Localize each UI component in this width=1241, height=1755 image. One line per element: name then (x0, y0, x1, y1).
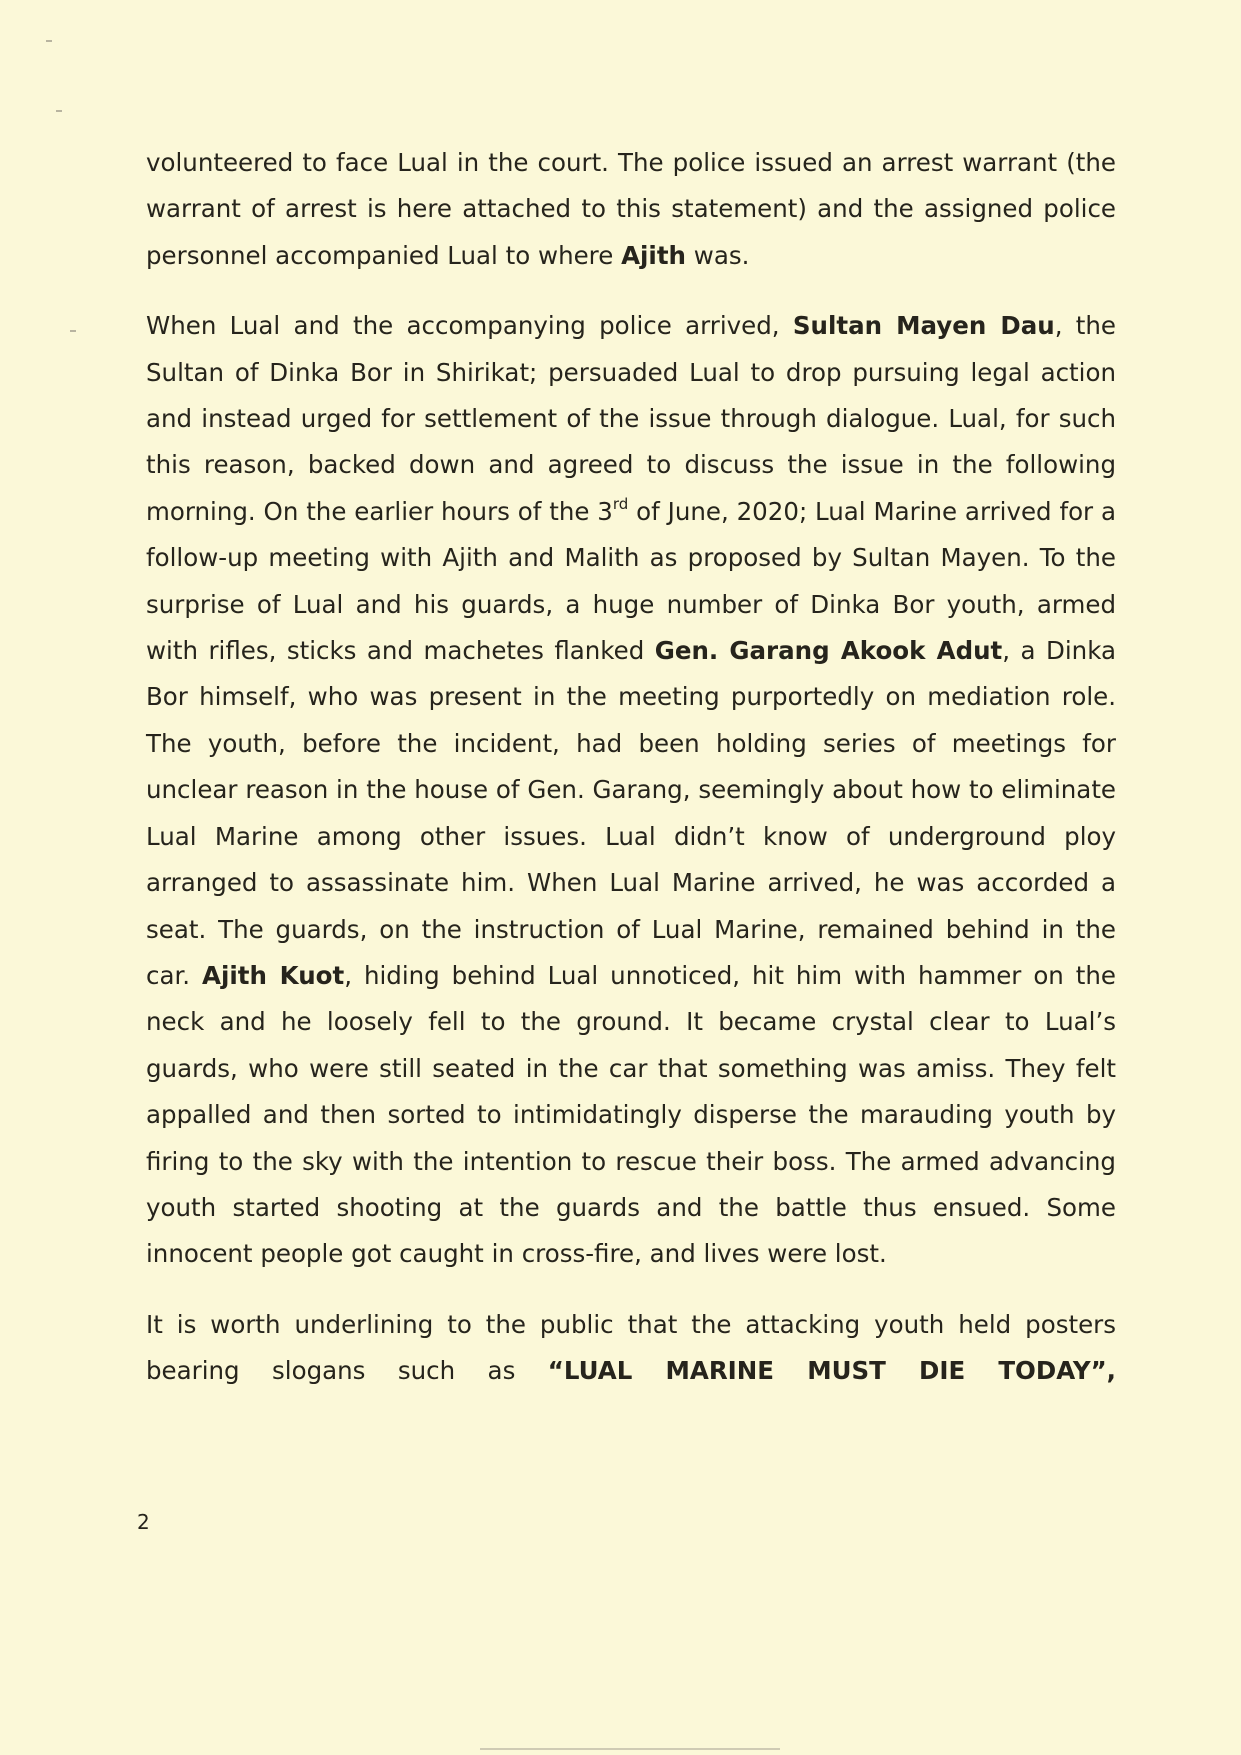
paragraph-text: , the Sultan of Dinka Bor in Shirikat; persuaded Lual to drop pursuing legal action and instead urged for settlement of the issue through dialogue. Lual, for such this reason, backed down and agreed to discuss the issue in the following morning. On the earlier hours of the 3 (146, 311, 1117, 526)
paragraph-text: was. (686, 240, 750, 270)
superscript-text: rd (612, 494, 629, 513)
paragraph-text: It is worth underlining to the public that the attacking youth held posters bearing slogans such as (146, 1309, 1116, 1386)
scan-mark (70, 330, 76, 332)
bold-text: Ajith Kuot (202, 960, 345, 990)
paragraph-text: volunteered to face Lual in the court. The police issued an arrest warrant (the warrant of arrest is here attached to this statement) and the assigned police personnel accompanied Lual to where (146, 148, 1116, 270)
bold-text: Sultan Mayen Dau (792, 311, 1055, 341)
bold-text: “LUAL MARINE MUST DIE TODAY”, (547, 1356, 1116, 1386)
page-number: 2 (137, 1510, 150, 1534)
paragraph (146, 303, 1116, 1278)
paragraph (146, 140, 1116, 279)
bold-text: Ajith (621, 240, 686, 270)
document-body (146, 140, 1116, 1419)
paragraph-text: , hiding behind Lual unnoticed, hit him with hammer on the neck and he loosely fell to the ground. It became crystal clear to Lual’s guards, who were still seated in the car that something was amiss. They felt appalled and then sorted to intimidatingly disperse the marauding youth by firing to the sky with the intention to rescue their boss. The armed advancing youth started shooting at the guards and the battle thus ensued. Some innocent people got caught in cross-fire, and lives were lost. (146, 960, 1116, 1269)
scan-mark (46, 40, 52, 42)
scan-mark (56, 110, 62, 112)
paragraph-text: of June, 2020; Lual Marine arrived for a follow-up meeting with Ajith and Malith as proposed by Sultan Mayen. To the surprise of Lual and his guards, a huge number of Dinka Bor youth, armed with rifles, sticks and machetes flanked (146, 496, 1116, 666)
paragraph-text: , a Dinka Bor himself, who was present in the meeting purportedly on mediation role. The youth, before the incident, had been holding series of meetings for unclear reason in the house of Gen. Garang, seemingly about how to eliminate Lual Marine among other issues. Lual didn’t know of underground ploy arranged to assassinate him. When Lual Marine arrived, he was accorded a seat. The guards, on the instruction of Lual Marine, remained behind in the car. (146, 636, 1116, 990)
page-bottom-edge (480, 1748, 780, 1750)
bold-text: Gen. Garang Akook Adut (654, 636, 1003, 666)
paragraph-text: When Lual and the accompanying police arrived, (146, 311, 793, 341)
paragraph (146, 1302, 1116, 1395)
